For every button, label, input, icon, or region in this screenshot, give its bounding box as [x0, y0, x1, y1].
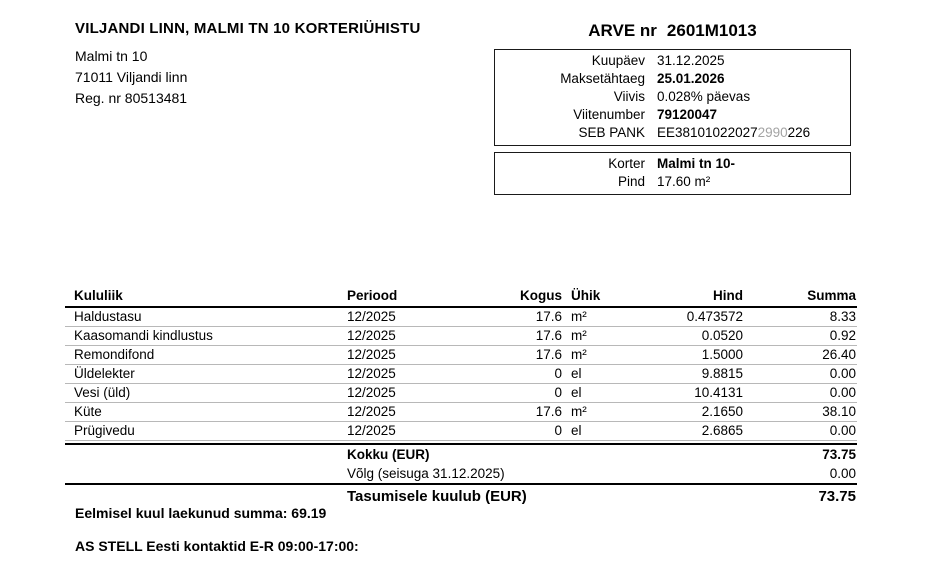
cell-summa: 8.33	[829, 309, 856, 324]
detail-label: Maksetähtaeg	[560, 71, 645, 86]
total-label: Kokku (EUR)	[347, 447, 430, 462]
cell-kululiik: Prügivedu	[74, 423, 135, 438]
cell-periood: 12/2025	[347, 423, 396, 438]
charges-table	[65, 286, 857, 508]
invoice-number: 2601M1013	[666, 21, 757, 40]
detail-label: Kuupäev	[591, 53, 645, 68]
seller-name: VILJANDI LINN, MALMI TN 10 KORTERIÜHISTU	[75, 20, 421, 37]
table-row	[65, 422, 857, 441]
cell-periood: 12/2025	[347, 309, 396, 324]
cell-summa: 26.40	[822, 347, 856, 362]
cell-summa: 0.00	[829, 385, 856, 400]
total-row	[65, 445, 857, 464]
cell-hind: 2.6865	[701, 423, 743, 438]
iban-part: 226	[787, 125, 811, 140]
invoice-title-label: ARVE nr	[588, 21, 657, 40]
detail-label: SEB PANK	[578, 125, 645, 140]
apartment-value: Malmi tn 10-	[657, 156, 736, 171]
table-row	[65, 403, 857, 422]
detail-value: 25.01.2026	[657, 71, 725, 86]
seller-reg-number: Reg. nr 80513481	[75, 90, 188, 106]
cell-kululiik: Haldustasu	[74, 309, 142, 324]
cell-kogus: 17.6	[535, 404, 562, 419]
apartment-label: Korter	[608, 156, 645, 171]
cell-periood: 12/2025	[347, 347, 396, 362]
cell-kululiik: Üldelekter	[74, 366, 135, 381]
previous-payment-note: Eelmisel kuul laekunud summa: 69.19	[75, 505, 327, 521]
detail-row-due-date	[495, 70, 850, 88]
cell-kogus: 17.6	[535, 328, 562, 343]
cell-periood: 12/2025	[347, 366, 396, 381]
detail-value: 0.028% päevas	[657, 89, 751, 104]
cell-hind: 1.5000	[701, 347, 743, 362]
area-value: 17.60 m²	[657, 174, 711, 189]
cell-kululiik: Remondifond	[74, 347, 155, 362]
cell-yhik: m²	[571, 309, 587, 324]
cell-yhik: m²	[571, 328, 587, 343]
iban-part-faded: 2990	[757, 125, 788, 140]
cell-periood: 12/2025	[347, 328, 396, 343]
detail-value: 31.12.2025	[657, 53, 725, 68]
invoice-details-box	[494, 49, 851, 146]
table-row	[65, 327, 857, 346]
cell-summa: 0.00	[829, 423, 856, 438]
area-label: Pind	[617, 174, 645, 189]
debt-label: Võlg (seisuga 31.12.2025)	[347, 466, 505, 481]
cell-summa: 38.10	[822, 404, 856, 419]
col-header-kululiik: Kululiik	[74, 288, 123, 303]
totals-section	[65, 443, 857, 483]
apartment-row	[495, 155, 850, 173]
total-value: 73.75	[822, 447, 856, 462]
cell-hind: 10.4131	[694, 385, 743, 400]
apartment-box	[494, 152, 851, 195]
col-header-periood: Periood	[347, 288, 398, 303]
table-row	[65, 365, 857, 384]
table-row	[65, 346, 857, 365]
invoice-title	[494, 21, 851, 41]
spacer	[65, 445, 347, 464]
table-header-row	[65, 286, 857, 308]
detail-label: Viitenumber	[573, 107, 645, 122]
detail-row-date	[495, 52, 850, 70]
detail-value-iban	[657, 124, 810, 142]
cell-hind: 2.1650	[701, 404, 743, 419]
cell-summa: 0.92	[829, 328, 856, 343]
cell-yhik: el	[571, 366, 582, 381]
iban-part: EE38101022027	[657, 125, 758, 140]
cell-kogus: 17.6	[535, 347, 562, 362]
cell-yhik: el	[571, 423, 582, 438]
col-header-yhik: Ühik	[571, 288, 601, 303]
cell-yhik: m²	[571, 404, 587, 419]
amount-due-label: Tasumisele kuulub (EUR)	[347, 488, 527, 505]
seller-address-city: 71011 Viljandi linn	[75, 69, 188, 85]
detail-row-reference-number	[495, 106, 850, 124]
debt-value: 0.00	[829, 466, 856, 481]
col-header-kogus: Kogus	[520, 288, 562, 303]
table-row	[65, 384, 857, 403]
col-header-hind: Hind	[713, 288, 743, 303]
cell-kogus: 0	[554, 385, 562, 400]
spacer	[65, 464, 347, 483]
col-header-summa: Summa	[807, 288, 856, 303]
table-row	[65, 308, 857, 327]
cell-periood: 12/2025	[347, 385, 396, 400]
seller-address-street: Malmi tn 10	[75, 48, 148, 64]
detail-value: 79120047	[657, 107, 718, 122]
cell-summa: 0.00	[829, 366, 856, 381]
seller-block	[75, 20, 421, 109]
cell-hind: 9.8815	[701, 366, 743, 381]
cell-kogus: 17.6	[535, 309, 562, 324]
cell-yhik: m²	[571, 347, 587, 362]
cell-kululiik: Kaasomandi kindlustus	[74, 328, 213, 343]
cell-yhik: el	[571, 385, 582, 400]
cell-kogus: 0	[554, 423, 562, 438]
cell-hind: 0.473572	[686, 309, 743, 324]
amount-due-value: 73.75	[818, 488, 856, 505]
cell-hind: 0.0520	[701, 328, 743, 343]
detail-row-penalty	[495, 88, 850, 106]
detail-label: Viivis	[613, 89, 645, 104]
debt-row	[65, 464, 857, 483]
cell-kogus: 0	[554, 366, 562, 381]
cell-kululiik: Vesi (üld)	[74, 385, 131, 400]
area-row	[495, 173, 850, 191]
detail-row-bank-account	[495, 124, 850, 142]
cell-kululiik: Küte	[74, 404, 102, 419]
contact-note: AS STELL Eesti kontaktid E-R 09:00-17:00:	[75, 538, 359, 554]
cell-periood: 12/2025	[347, 404, 396, 419]
